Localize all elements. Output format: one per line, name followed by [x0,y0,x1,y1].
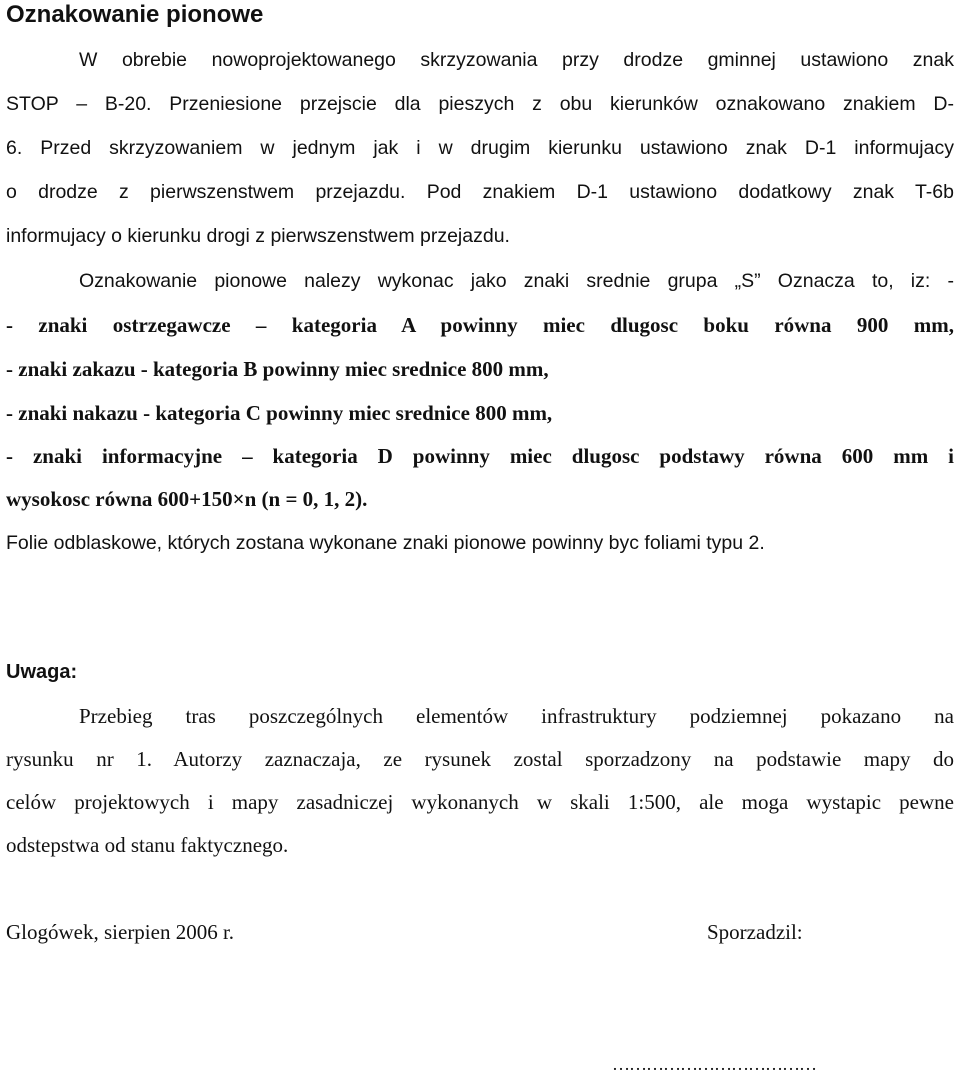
place-date: Glogówek, sierpien 2006 r. [6,920,235,944]
paragraph-line: STOP – B-20. Przeniesione przejscie dla pieszych z obu kierunków oznakowano znakiem D- [6,93,954,115]
sizing-intro: Oznakowanie pionowe nalezy wykonac jako znaki srednie grupa „S” Oznacza to, iz: - [79,270,954,292]
signature-line: ……………………………… [612,1054,816,1074]
author-label: Sporzadzil: [707,920,803,944]
paragraph-line: o drodze z pierwszenstwem przejazdu. Pod znakiem D-1 ustawiono dodatkowy znak T-6b [6,181,954,203]
paragraph-line: 6. Przed skrzyzowaniem w jednym jak i w drugim kierunku ustawiono znak D-1 informujacy [6,137,954,159]
note-label: Uwaga: [6,661,78,683]
foil-note: Folie odblaskowe, których zostana wykonane znaki pionowe powinny byc foliami typu 2. [6,532,765,554]
note-line: odstepstwa od stanu faktycznego. [6,833,289,857]
paragraph-line: W obrebie nowoprojektowanego skrzyzowania przy drodze gminnej ustawiono znak [79,49,954,71]
sizing-rule: - znaki informacyjne – kategoria D powinny miec dlugosc podstawy równa 600 mm i [6,444,954,468]
section-title: Oznakowanie pionowe [6,1,264,28]
note-line: rysunku nr 1. Autorzy zaznaczaja, ze rysunek zostal sporzadzony na podstawie mapy do [6,747,954,771]
note-line: Przebieg tras poszczególnych elementów infrastruktury podziemnej pokazano na [79,704,954,728]
sizing-rule: - znaki nakazu - kategoria C powinny miec srednice 800 mm, [6,401,553,425]
note-line: celów projektowych i mapy zasadniczej wykonanych w skali 1:500, ale moga wystapic pewne [6,790,954,814]
sizing-rule: - znaki ostrzegawcze – kategoria A powinny miec dlugosc boku równa 900 mm, [6,313,954,337]
paragraph-line: informujacy o kierunku drogi z pierwszenstwem przejazdu. [6,225,510,247]
sizing-rule: - znaki zakazu - kategoria B powinny miec srednice 800 mm, [6,357,549,381]
sizing-rule: wysokosc równa 600+150×n (n = 0, 1, 2). [6,487,368,511]
